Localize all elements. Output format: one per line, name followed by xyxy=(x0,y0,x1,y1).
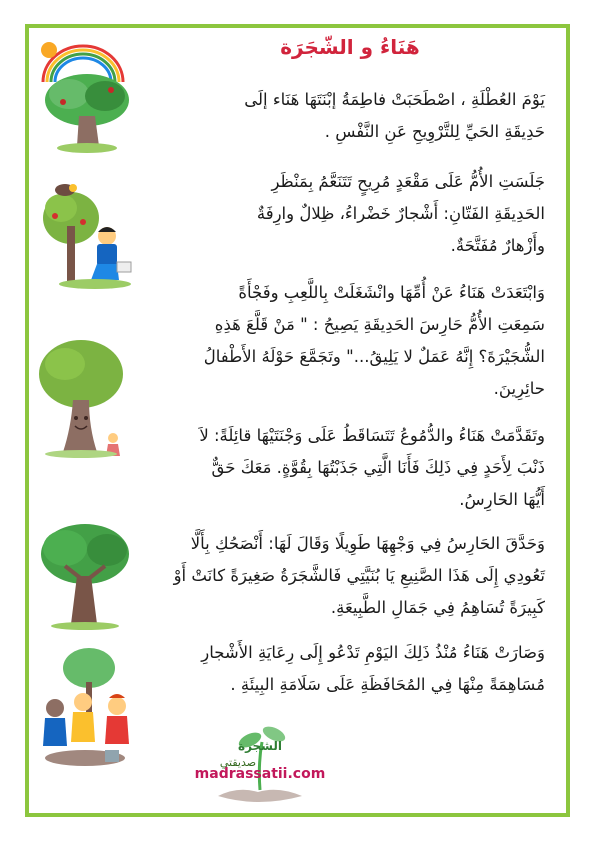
paragraph-3 xyxy=(204,277,545,405)
paragraph-6 xyxy=(201,637,545,701)
text-line: جَلَسَتِ الأُمُّ عَلَى مَقْعَدٍ مُرِيحٍ تَتَنَعَّمُ بِمَنْظَرِ xyxy=(271,172,545,191)
text-line: سَمِعَتِ الأُمُّ حَارِسَ الحَدِيقَةِ يَصِيحُ : " مَنْ قَلَّعَ هَذِهِ xyxy=(214,315,545,334)
site-url: madrassatii.com xyxy=(194,766,326,782)
text-line: الشُّجَيْرَةَ؟ إِنَّهُ عَمَلٌ لا يَلِيقُ..." وتَجَمَّعَ حَوْلَهُ الأَطْفالُ xyxy=(203,347,545,366)
paragraph-1 xyxy=(244,84,545,148)
text-line: أَيُّهَا الحَارِسُ. xyxy=(459,490,545,509)
text-line: حائِرِينَ. xyxy=(493,379,545,398)
text-line: وَابْتَعَدَتْ هَنَاءُ عَنْ أُمِّهَا وانْشَغَلَتْ بِاللَّعِبِ وفَجْأَةً xyxy=(238,283,545,302)
paragraph-5 xyxy=(174,528,545,624)
page-title: هَنَاءُ و الشّجَرَة xyxy=(280,35,420,59)
text-line: حَدِيقَةِ الحَيِّ لِلتَّرْوِيحِ عَنِ النَّفْسِ . xyxy=(324,122,545,141)
text-line: يَوْمَ العُطْلَةِ ، اصْطَحَبَتْ فاطِمَةُ إبْنَتَهَا هَنَاء إلَى xyxy=(244,90,545,109)
text-line: وأَزْهارٌ مُفَتَّحَةٌ. xyxy=(450,236,545,255)
text-line: وَحَدَّقَ الحَارِسُ فِي وَجْهِهَا طَوِيلًا وَقَالَ لَهَا: أَنْصَحُكِ بِأَلَّا xyxy=(190,534,545,553)
text-line: ذَنْبَ لِأَحَدٍ فِي ذَلِكَ فَأَنَا الَّتِي جَذَبْتُهَا بِقُوَّةٍ. مَعَكَ حَقٌّ xyxy=(211,458,545,477)
site-logo xyxy=(178,712,342,812)
tree-illustration xyxy=(35,520,135,630)
tree-rainbow-illustration xyxy=(35,38,135,156)
paragraph-4 xyxy=(199,420,545,516)
text-line: وَصَارَتْ هَنَاءُ مُنْذُ ذَلِكَ اليَوْمِ تَدْعُو إِلَى رِعَايَةِ الأَشْجارِ xyxy=(201,643,545,662)
logo-text-mid: صديقتي xyxy=(219,756,257,769)
logo-text-top: الشجرة xyxy=(237,739,283,753)
boy-under-tree-illustration xyxy=(35,176,135,294)
text-line: الحَدِيقَةِ الفَتّانِ: أَشْجارٌ خَضْراءُ، ظِلالٌ وارِفَةٌ xyxy=(256,204,545,223)
text-line: تَعُودِي إِلَى هَذَا الصَّنِيعِ يَا بُنَيَّتِي فَالشَّجَرَةُ صَغِيرَةً كانَتْ أَوْ xyxy=(173,566,545,585)
text-line: كَبِيرَةً تُسَاهِمُ فِي جَمَالِ الطَّبِيعَةِ. xyxy=(330,598,545,617)
text-line: مُسَاهِمَةً مِنْهَا فِي المُحَافَظَةِ عَلَى سَلَامَةِ البِيئَةِ . xyxy=(230,675,545,694)
paragraph-2 xyxy=(257,166,545,262)
kids-planting-illustration xyxy=(35,646,135,774)
text-line: وتَقَدَّمَتْ هَنَاءُ والدُّمُوعُ تَتَسَاقَطُ عَلَى وَجْنَتَيْهَا قائِلَةً: لاَ xyxy=(199,426,545,445)
smiling-tree-girl-illustration xyxy=(35,334,135,462)
